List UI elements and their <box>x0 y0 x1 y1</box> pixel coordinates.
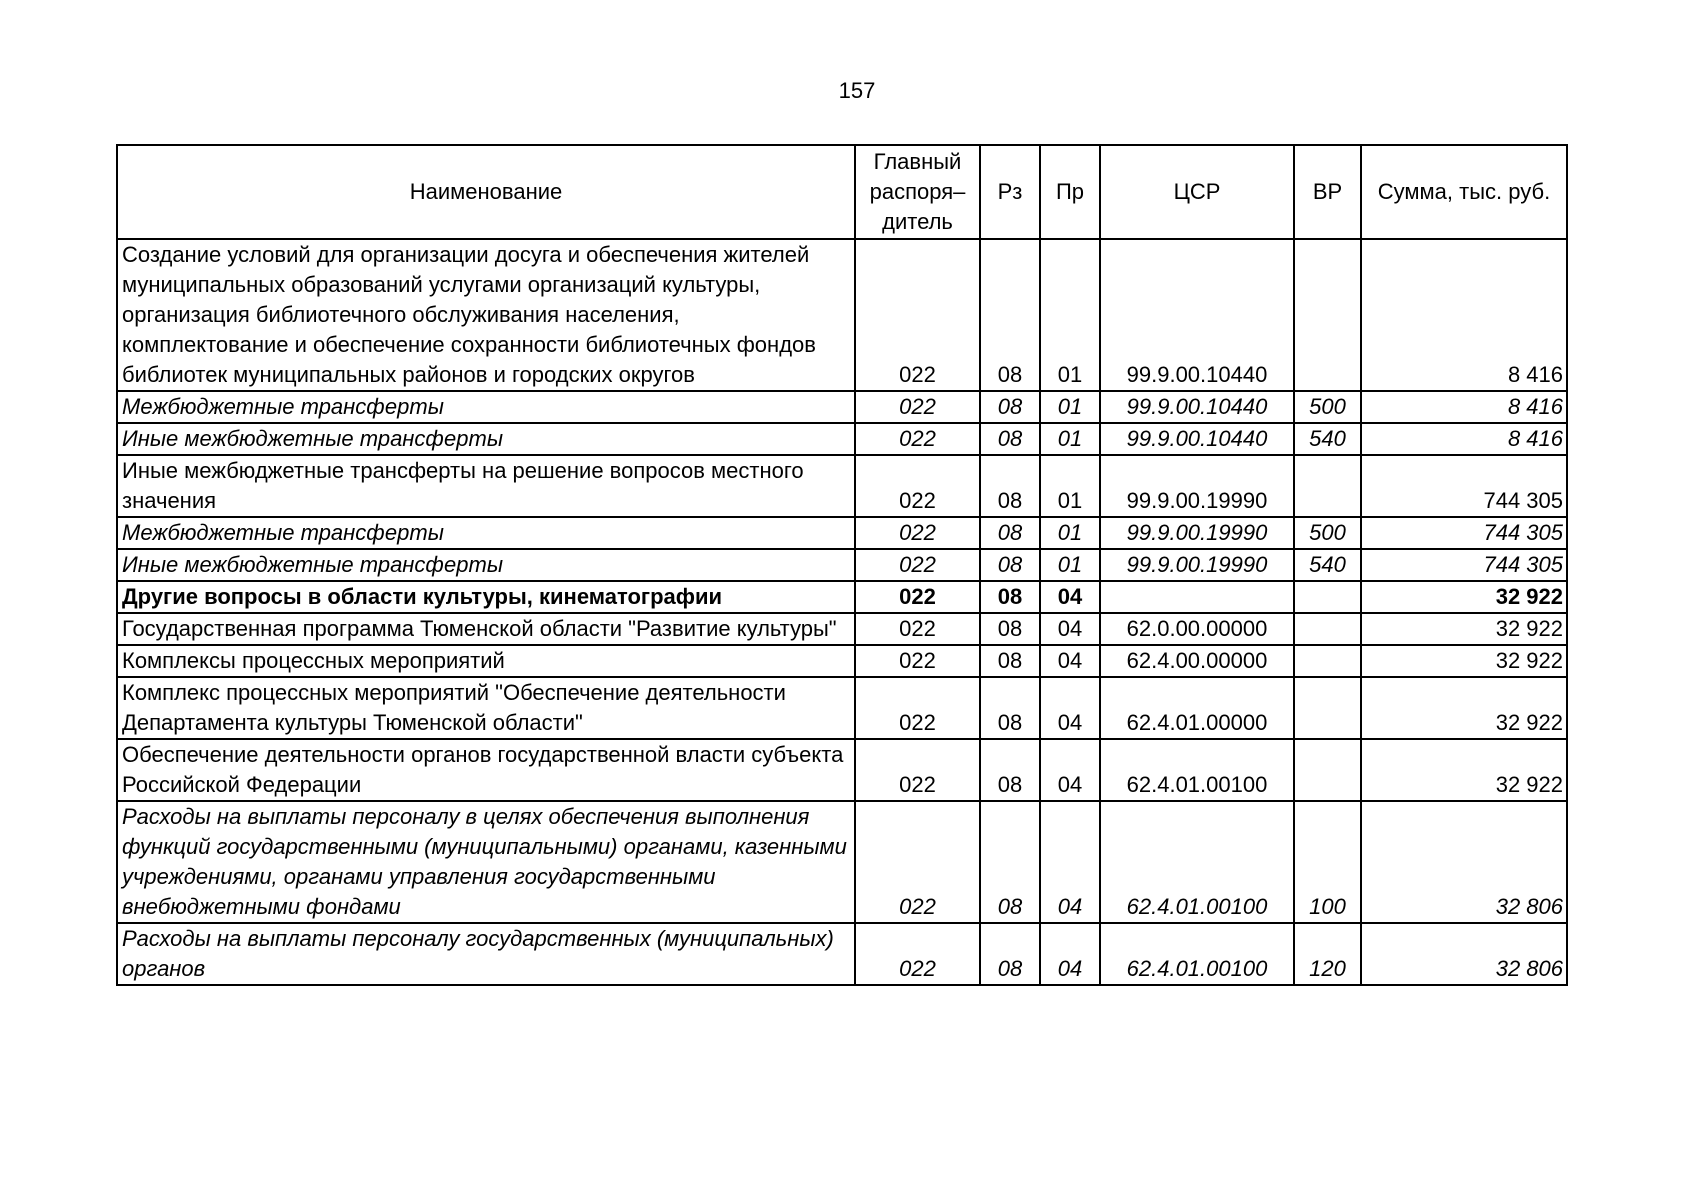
cell-name: Комплексы процессных мероприятий <box>117 645 855 677</box>
cell-main-manager: 022 <box>855 645 980 677</box>
cell-target-article: 99.9.00.10440 <box>1100 391 1294 423</box>
cell-target-article: 99.9.00.19990 <box>1100 549 1294 581</box>
cell-subsection: 04 <box>1040 923 1100 985</box>
cell-target-article: 99.9.00.10440 <box>1100 239 1294 391</box>
cell-expense-type: 500 <box>1294 517 1361 549</box>
cell-subsection: 04 <box>1040 739 1100 801</box>
cell-section: 08 <box>980 517 1040 549</box>
cell-main-manager: 022 <box>855 455 980 517</box>
cell-main-manager: 022 <box>855 923 980 985</box>
table-row <box>117 677 1567 739</box>
header-target-article: ЦСР <box>1100 145 1294 239</box>
table-row <box>117 613 1567 645</box>
cell-subsection: 04 <box>1040 645 1100 677</box>
cell-section: 08 <box>980 549 1040 581</box>
cell-subsection: 04 <box>1040 613 1100 645</box>
cell-main-manager: 022 <box>855 613 980 645</box>
cell-subsection: 01 <box>1040 239 1100 391</box>
cell-name: Создание условий для организации досуга и обеспечения жителей муниципальных образований услугами организаций культуры, организация библиотечного обслуживания населения, комплектование и обеспечение сохранности библиотечных фондов библиотек муниципальных районов и городских округов <box>117 239 855 391</box>
cell-expense-type <box>1294 581 1361 613</box>
cell-section: 08 <box>980 923 1040 985</box>
cell-subsection: 04 <box>1040 801 1100 923</box>
cell-target-article: 62.4.01.00100 <box>1100 739 1294 801</box>
cell-name: Иные межбюджетные трансферты <box>117 549 855 581</box>
cell-subsection: 01 <box>1040 391 1100 423</box>
cell-sum: 32 806 <box>1361 923 1567 985</box>
table-row <box>117 739 1567 801</box>
cell-name: Иные межбюджетные трансферты <box>117 423 855 455</box>
cell-section: 08 <box>980 645 1040 677</box>
cell-name: Другие вопросы в области культуры, кинематографии <box>117 581 855 613</box>
cell-subsection: 04 <box>1040 677 1100 739</box>
cell-main-manager: 022 <box>855 517 980 549</box>
header-main-manager: Главный распоря– дитель <box>855 145 980 239</box>
table-row <box>117 239 1567 391</box>
table-row <box>117 423 1567 455</box>
cell-sum: 8 416 <box>1361 391 1567 423</box>
header-expense-type: ВР <box>1294 145 1361 239</box>
cell-sum: 32 922 <box>1361 645 1567 677</box>
cell-sum: 32 806 <box>1361 801 1567 923</box>
cell-subsection: 01 <box>1040 517 1100 549</box>
cell-section: 08 <box>980 613 1040 645</box>
cell-main-manager: 022 <box>855 391 980 423</box>
cell-section: 08 <box>980 677 1040 739</box>
cell-section: 08 <box>980 455 1040 517</box>
cell-sum: 8 416 <box>1361 239 1567 391</box>
cell-name: Обеспечение деятельности органов государственной власти субъекта Российской Федерации <box>117 739 855 801</box>
table-row <box>117 549 1567 581</box>
table-row <box>117 455 1567 517</box>
cell-expense-type: 500 <box>1294 391 1361 423</box>
cell-main-manager: 022 <box>855 239 980 391</box>
cell-name: Межбюджетные трансферты <box>117 517 855 549</box>
cell-expense-type <box>1294 455 1361 517</box>
cell-section: 08 <box>980 239 1040 391</box>
cell-section: 08 <box>980 739 1040 801</box>
cell-expense-type: 120 <box>1294 923 1361 985</box>
cell-expense-type <box>1294 739 1361 801</box>
cell-main-manager: 022 <box>855 801 980 923</box>
cell-target-article: 99.9.00.19990 <box>1100 517 1294 549</box>
cell-target-article: 62.4.01.00100 <box>1100 801 1294 923</box>
cell-name: Расходы на выплаты персоналу государственных (муниципальных) органов <box>117 923 855 985</box>
header-sum: Сумма, тыс. руб. <box>1361 145 1567 239</box>
cell-target-article: 99.9.00.19990 <box>1100 455 1294 517</box>
cell-subsection: 04 <box>1040 581 1100 613</box>
cell-expense-type <box>1294 677 1361 739</box>
cell-target-article: 62.4.01.00100 <box>1100 923 1294 985</box>
cell-expense-type <box>1294 239 1361 391</box>
cell-target-article: 99.9.00.10440 <box>1100 423 1294 455</box>
header-name: Наименование <box>117 145 855 239</box>
cell-sum: 32 922 <box>1361 677 1567 739</box>
cell-expense-type <box>1294 613 1361 645</box>
cell-sum: 32 922 <box>1361 613 1567 645</box>
cell-subsection: 01 <box>1040 455 1100 517</box>
cell-target-article: 62.4.00.00000 <box>1100 645 1294 677</box>
cell-sum: 32 922 <box>1361 739 1567 801</box>
cell-section: 08 <box>980 391 1040 423</box>
table-header-row <box>117 145 1567 239</box>
cell-name: Комплекс процессных мероприятий "Обеспечение деятельности Департамента культуры Тюменской области" <box>117 677 855 739</box>
cell-name: Расходы на выплаты персоналу в целях обеспечения выполнения функций государственными (муниципальными) органами, казенными учреждениями, органами управления государственными внебюджетными фондами <box>117 801 855 923</box>
table-row <box>117 517 1567 549</box>
cell-expense-type <box>1294 645 1361 677</box>
cell-main-manager: 022 <box>855 677 980 739</box>
cell-expense-type: 100 <box>1294 801 1361 923</box>
cell-target-article: 62.4.01.00000 <box>1100 677 1294 739</box>
cell-section: 08 <box>980 423 1040 455</box>
page-number: 157 <box>838 78 876 103</box>
table-row <box>117 801 1567 923</box>
cell-section: 08 <box>980 581 1040 613</box>
table-row <box>117 645 1567 677</box>
cell-section: 08 <box>980 801 1040 923</box>
cell-target-article <box>1100 581 1294 613</box>
cell-main-manager: 022 <box>855 549 980 581</box>
cell-subsection: 01 <box>1040 423 1100 455</box>
cell-name: Государственная программа Тюменской области "Развитие культуры" <box>117 613 855 645</box>
cell-subsection: 01 <box>1040 549 1100 581</box>
cell-name: Межбюджетные трансферты <box>117 391 855 423</box>
cell-expense-type: 540 <box>1294 549 1361 581</box>
cell-sum: 744 305 <box>1361 455 1567 517</box>
cell-name: Иные межбюджетные трансферты на решение вопросов местного значения <box>117 455 855 517</box>
cell-main-manager: 022 <box>855 581 980 613</box>
budget-table <box>116 144 1568 986</box>
table-row <box>117 923 1567 985</box>
cell-expense-type: 540 <box>1294 423 1361 455</box>
cell-main-manager: 022 <box>855 739 980 801</box>
cell-sum: 32 922 <box>1361 581 1567 613</box>
table-row <box>117 391 1567 423</box>
header-section: Рз <box>980 145 1040 239</box>
cell-main-manager: 022 <box>855 423 980 455</box>
table-row <box>117 581 1567 613</box>
cell-target-article: 62.0.00.00000 <box>1100 613 1294 645</box>
cell-sum: 744 305 <box>1361 549 1567 581</box>
header-subsection: Пр <box>1040 145 1100 239</box>
cell-sum: 744 305 <box>1361 517 1567 549</box>
cell-sum: 8 416 <box>1361 423 1567 455</box>
